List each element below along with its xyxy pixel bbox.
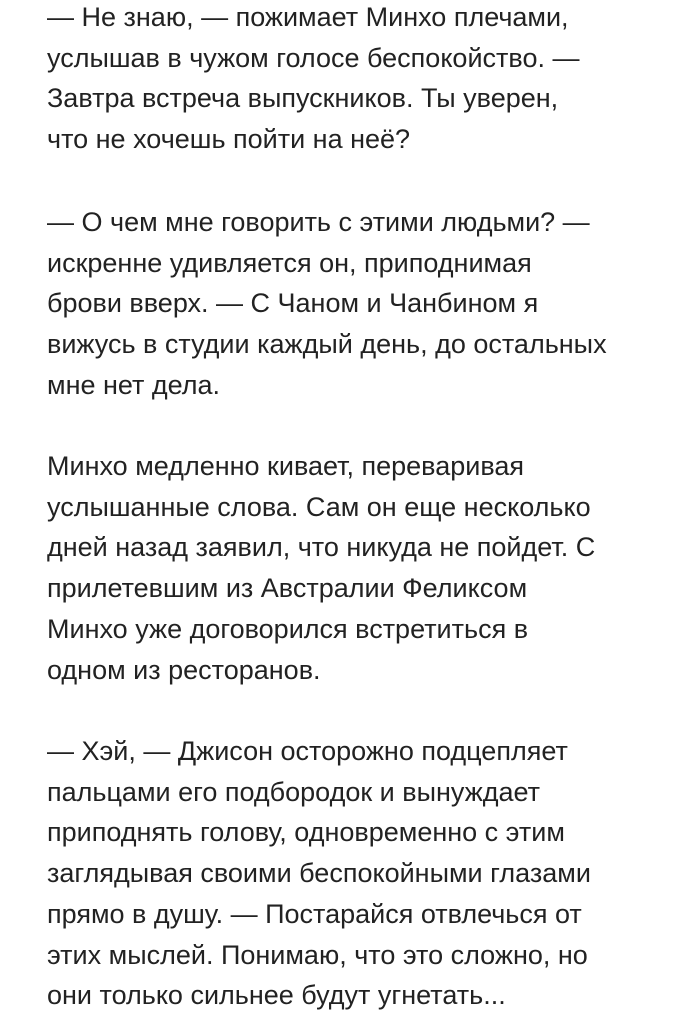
text-line: Завтра встреча выпускников. Ты уверен, <box>47 83 559 114</box>
paragraph-4 <box>47 731 591 1016</box>
text-line: вижусь в студии каждый день, до остальных <box>47 329 607 360</box>
text-line: услышанные слова. Сам он еще несколько <box>47 491 591 522</box>
paragraph-3 <box>47 446 595 690</box>
text-line: они только сильнее будут угнетать... <box>47 980 506 1011</box>
text-line: пальцами его подбородок и вынуждает <box>47 776 541 807</box>
text-line: мне нет дела. <box>47 369 221 400</box>
text-line: — О чем мне говорить с этими людьми? — <box>47 207 590 237</box>
text-line: брови вверх. — С Чаном и Чанбином я <box>47 288 539 319</box>
text-line: что не хочешь пойти на неё? <box>47 124 411 155</box>
text-line: дней назад заявил, что никуда не пойдет. С <box>47 532 596 563</box>
text-line: приподнять голову, одновременно с этим <box>47 817 565 848</box>
text-line: — Не знаю, — пожимает Минхо плечами, <box>47 2 569 32</box>
text-line: прямо в душу. — Постарайся отвлечься от <box>47 898 582 929</box>
text-line: Минхо медленно кивает, переваривая <box>47 451 524 481</box>
text-line: искренне удивляется он, приподнимая <box>47 247 532 278</box>
paragraph-2 <box>47 202 607 406</box>
text-line: одном из ресторанов. <box>47 654 321 685</box>
text-line: услышав в чужом голосе беспокойство. — <box>47 42 580 73</box>
text-line: этих мыслей. Понимаю, что это сложно, но <box>47 939 588 970</box>
text-line: Минхо уже договорился встретиться в <box>47 613 529 644</box>
text-line: заглядывая своими беспокойными глазами <box>47 858 591 889</box>
text-line: прилетевшим из Австралии Феликсом <box>47 573 528 604</box>
text-line: — Хэй, — Джисон осторожно подцепляет <box>47 736 568 766</box>
paragraph-1 <box>47 0 579 160</box>
